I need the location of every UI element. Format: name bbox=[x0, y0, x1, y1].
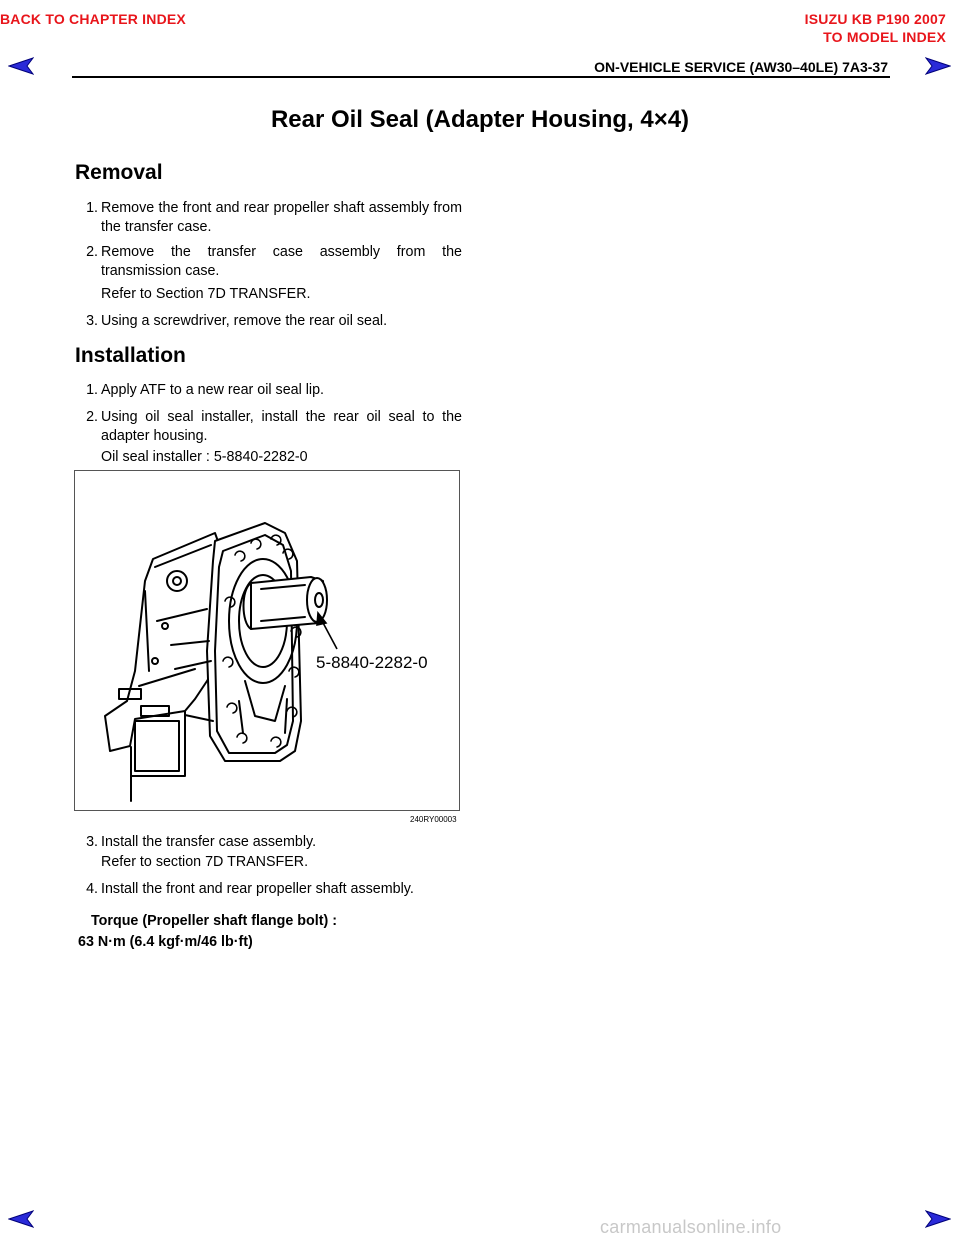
oil-seal-installer-tool: Oil seal installer : 5-8840-2282-0 bbox=[101, 449, 308, 465]
adapter-housing-illustration bbox=[75, 471, 459, 810]
step-text: Using a screwdriver, remove the rear oil seal. bbox=[101, 313, 388, 329]
step-text: Using oil seal installer, install the rear oil seal to the adapter housing. bbox=[101, 409, 462, 444]
step-number: 3. bbox=[86, 313, 98, 329]
next-page-arrow-icon[interactable] bbox=[925, 57, 951, 75]
section-header: ON-VEHICLE SERVICE (AW30–40LE) 7A3-37 bbox=[594, 59, 888, 75]
installation-step-1 bbox=[80, 381, 462, 400]
adapter-housing-figure bbox=[74, 470, 460, 811]
step-text: Remove the transfer case assembly from the transmission case. bbox=[101, 244, 462, 279]
step-number: 3. bbox=[86, 834, 98, 850]
to-model-index-link[interactable]: TO MODEL INDEX bbox=[823, 29, 946, 45]
back-to-chapter-index-link[interactable]: BACK TO CHAPTER INDEX bbox=[0, 11, 186, 27]
torque-value: 63 N·m (6.4 kgf·m/46 lb·ft) bbox=[78, 934, 253, 950]
installation-heading: Installation bbox=[75, 344, 186, 367]
step-number: 2. bbox=[86, 244, 98, 260]
installation-step-4 bbox=[80, 880, 462, 899]
page-title: Rear Oil Seal (Adapter Housing, 4×4) bbox=[270, 106, 690, 133]
installation-step-3-reference: Refer to section 7D TRANSFER. bbox=[101, 854, 309, 870]
watermark-text: carmanualsonline.info bbox=[600, 1217, 782, 1237]
step-number: 4. bbox=[86, 881, 98, 897]
removal-heading: Removal bbox=[75, 161, 163, 184]
removal-step-2-reference: Refer to Section 7D TRANSFER. bbox=[101, 286, 311, 302]
figure-code: 240RY00003 bbox=[410, 815, 457, 824]
torque-label: Torque (Propeller shaft flange bolt) : bbox=[91, 913, 337, 929]
previous-page-arrow-bottom-icon[interactable] bbox=[8, 1210, 34, 1228]
header-rule bbox=[72, 76, 890, 78]
removal-step-3 bbox=[80, 312, 462, 331]
model-name-link[interactable]: ISUZU KB P190 2007 bbox=[804, 11, 946, 27]
step-number: 2. bbox=[86, 409, 98, 425]
tool-number-label: 5-8840-2282-0 bbox=[316, 653, 428, 672]
step-number: 1. bbox=[86, 382, 98, 398]
step-text: Install the transfer case assembly. bbox=[101, 834, 317, 850]
removal-step-2 bbox=[80, 243, 462, 281]
installation-step-2 bbox=[80, 408, 462, 446]
removal-step-1 bbox=[80, 199, 462, 237]
next-page-arrow-bottom-icon[interactable] bbox=[925, 1210, 951, 1228]
installation-step-3 bbox=[80, 833, 462, 852]
step-text: Install the front and rear propeller shaft assembly. bbox=[101, 881, 414, 897]
previous-page-arrow-icon[interactable] bbox=[8, 57, 34, 75]
step-text: Apply ATF to a new rear oil seal lip. bbox=[101, 382, 325, 398]
step-text: Remove the front and rear propeller shaft assembly from the transfer case. bbox=[101, 200, 462, 235]
step-number: 1. bbox=[86, 200, 98, 216]
